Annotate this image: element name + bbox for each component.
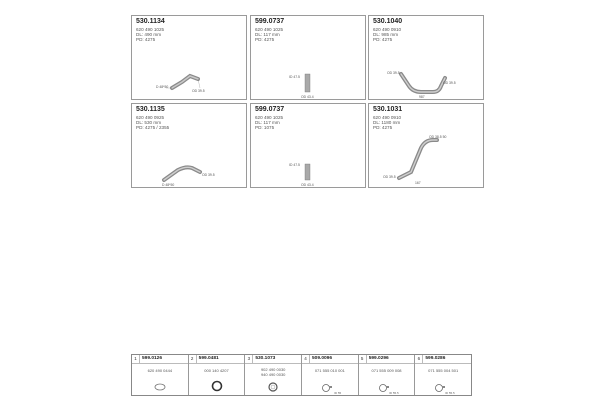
ring-gasket-icon: [189, 355, 245, 397]
clamp-label: ID 55.5: [388, 391, 399, 395]
oem-number: 620 490 0910: [373, 27, 402, 32]
pipe-drawing: [369, 104, 485, 189]
pipe-label: OD 39.5: [443, 81, 456, 85]
oem-number: 620 490 1025: [136, 27, 165, 32]
pipe-label: 987: [419, 95, 425, 99]
item-number: 1: [132, 355, 140, 363]
pipe-label: D 48*50: [156, 85, 169, 89]
length: DL: 117 mm: [255, 32, 280, 37]
part-number: 599.0737: [255, 18, 285, 25]
pipe-drawing: [369, 16, 485, 101]
oem-number: 902 490 0030: [260, 367, 286, 372]
pipe-label: OD 38.5 50: [429, 135, 447, 139]
pipe-label: D 48*50: [162, 183, 175, 187]
pipe-drawing: [132, 16, 248, 101]
item-number: 4: [302, 355, 310, 363]
length: DL: 985 mm: [373, 32, 399, 37]
part-card-6[interactable]: [368, 103, 484, 188]
pipe-label: ID 47.5: [289, 163, 300, 167]
hose-clamp-icon: [302, 355, 358, 397]
length: DL: 490 mm: [136, 32, 162, 37]
item-number: 6: [415, 355, 423, 363]
pd-number: PD: 4275 / 2355: [136, 125, 170, 130]
pd-number: PD: 4275: [373, 37, 393, 42]
part-number: 599.0126: [142, 356, 163, 361]
pd-number: PD: 4275: [255, 37, 275, 42]
oem-number: 071 555 009 008: [371, 368, 402, 373]
item-number: 3: [245, 355, 253, 363]
part-card-1[interactable]: [131, 15, 247, 100]
part-number: 530.1073: [255, 356, 276, 361]
pipe-label: OD 39.5: [202, 173, 215, 177]
hose-clamp-icon: [415, 355, 471, 397]
length: DL: 530 mm: [136, 120, 162, 125]
pipe-drawing: [251, 104, 367, 189]
oem-number: 940 490 0030: [260, 372, 286, 377]
accessory-cell-1[interactable]: [132, 355, 189, 395]
accessory-cell-2[interactable]: [189, 355, 246, 395]
oem-number: 620 490 0444: [147, 368, 173, 373]
part-card-4[interactable]: [131, 103, 247, 188]
clamp-label: ID 55.5: [445, 391, 456, 395]
pipe-label: OD 43.4: [301, 95, 314, 99]
oem-number: 620 490 0910: [373, 115, 402, 120]
clamp-label: ID 55: [334, 391, 342, 395]
part-card-2[interactable]: [250, 15, 366, 100]
part-card-5[interactable]: [250, 103, 366, 188]
part-number: 530.1134: [136, 18, 165, 25]
pipe-label: OD 43.4: [301, 183, 314, 187]
hose-clamp-icon: [359, 355, 415, 397]
accessory-cell-6[interactable]: [415, 355, 471, 395]
item-number: 5: [359, 355, 367, 363]
pipe-drawing: [132, 104, 248, 189]
pipe-label: 167: [415, 181, 421, 185]
oem-number: 620 490 0925: [136, 115, 165, 120]
part-number: 599.0481: [198, 356, 219, 361]
clamp-ring-icon: [245, 355, 301, 397]
part-number: 530.1040: [373, 18, 403, 25]
part-number: 599.0286: [425, 356, 446, 361]
accessory-cell-4[interactable]: [302, 355, 359, 395]
pd-number: PD: 4275: [136, 37, 156, 42]
part-number: 530.1031: [373, 106, 403, 113]
part-number: 599.0296: [368, 356, 389, 361]
pipe-drawing: [251, 16, 367, 101]
accessory-strip: [131, 354, 472, 396]
length: DL: 1180 mm: [373, 120, 401, 125]
accessory-cell-3[interactable]: [245, 355, 302, 395]
pipe-label: OD 39.5: [387, 71, 400, 75]
part-number: 599.0737: [255, 106, 285, 113]
pipe-label: ID 47.5: [289, 75, 300, 79]
pipe-label: OD 39.5: [192, 89, 205, 93]
part-number: 530.1135: [136, 106, 165, 113]
part-number: 509.0096: [312, 356, 333, 361]
pd-number: PD: 4275: [373, 125, 393, 130]
accessory-cell-5[interactable]: [359, 355, 416, 395]
item-number: 2: [189, 355, 197, 363]
oem-number: 071 555 010 001: [314, 368, 345, 373]
oem-number: 620 490 1025: [255, 27, 284, 32]
part-card-3[interactable]: [368, 15, 484, 100]
pd-number: PD: 1075: [255, 125, 275, 130]
pipe-label: OD 39.5: [383, 175, 396, 179]
oem-number: 000 140 4207: [204, 368, 229, 373]
oem-number: 620 490 1025: [255, 115, 284, 120]
clamp-icon: [132, 355, 188, 397]
oem-number: 071 555 004 501: [428, 368, 459, 373]
length: DL: 117 mm: [255, 120, 280, 125]
